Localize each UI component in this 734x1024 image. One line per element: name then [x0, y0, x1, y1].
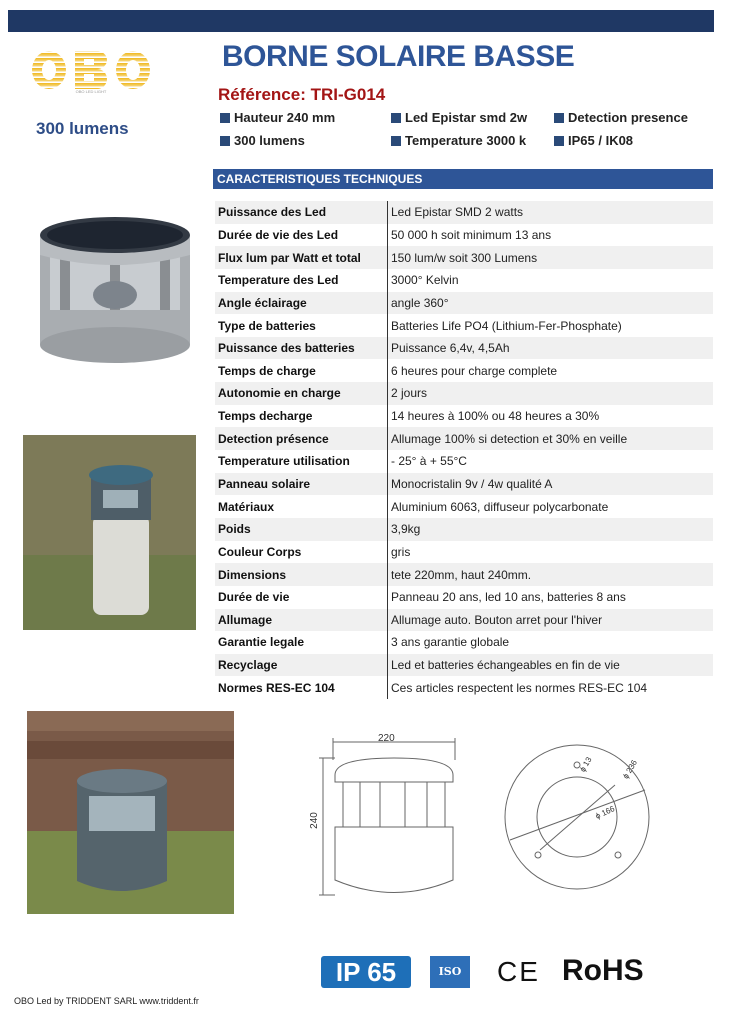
bullet-square-icon [554, 136, 564, 146]
spec-value: Batteries Life PO4 (Lithium-Fer-Phosphate) [388, 314, 714, 337]
product-reference: Référence: TRI-G014 [218, 85, 386, 104]
spec-label: Poids [218, 522, 251, 537]
spec-label: Puissance des batteries [218, 341, 355, 356]
spec-row [215, 292, 713, 315]
spec-value: Led Epistar SMD 2 watts [388, 201, 714, 224]
spec-value: 3,9kg [388, 518, 714, 541]
feature-text: Hauteur 240 mm [234, 110, 336, 125]
spec-row [215, 405, 713, 428]
spec-label: Matériaux [218, 499, 275, 514]
section-header: CARACTERISTIQUES TECHNIQUES [213, 169, 713, 189]
spec-label: Normes RES-EC 104 [218, 680, 335, 695]
spec-value: angle 360° [388, 292, 714, 315]
spec-row [215, 563, 713, 586]
spec-value: 6 heures pour charge complete [388, 359, 714, 382]
spec-value: gris [388, 541, 714, 564]
iso-logo: ISO [430, 956, 470, 988]
spec-value: Ces articles respectent les normes RES-EC 104 [388, 676, 714, 699]
spec-label: Durée de vie [218, 590, 290, 605]
diameter-236: ϕ 236 [621, 758, 639, 781]
spec-row [215, 609, 713, 632]
page-title: BORNE SOLAIRE BASSE [222, 40, 575, 73]
spec-label: Allumage [218, 612, 273, 627]
feature-text: IP65 / IK08 [568, 133, 634, 148]
spec-row [215, 427, 713, 450]
feature-item [220, 133, 305, 148]
spec-value: 14 heures à 100% ou 48 heures a 30% [388, 405, 714, 428]
spec-value: Aluminium 6063, diffuseur polycarbonate [388, 495, 714, 518]
side-view-drawing [305, 730, 480, 910]
spec-value: Allumage 100% si detection et 30% en veille [388, 427, 714, 450]
installation-photo [23, 435, 196, 630]
height-dimension: 240 [308, 812, 320, 829]
lumens-badge: 300 lumens [36, 119, 129, 138]
feature-text: Temperature 3000 k [405, 133, 527, 148]
spec-row [215, 314, 713, 337]
bullet-square-icon [391, 136, 401, 146]
spec-row [215, 224, 713, 247]
spec-label: Temps decharge [218, 409, 313, 424]
spec-value: 150 lum/w soit 300 Lumens [388, 246, 714, 269]
ce-logo: CE [497, 956, 540, 987]
spec-row [215, 631, 713, 654]
spec-table [215, 201, 713, 699]
spec-row [215, 654, 713, 677]
spec-row [215, 473, 713, 496]
spec-row [215, 337, 713, 360]
feature-item [554, 110, 688, 125]
spec-label: Couleur Corps [218, 544, 302, 559]
top-banner [8, 10, 714, 32]
garden-photo [27, 711, 234, 914]
spec-row [215, 676, 713, 699]
bullet-square-icon [554, 113, 564, 123]
spec-row [215, 495, 713, 518]
spec-label: Puissance des Led [218, 205, 327, 220]
spec-row [215, 518, 713, 541]
feature-text: 300 lumens [234, 133, 305, 148]
spec-value: 50 000 h soit minimum 13 ans [388, 224, 714, 247]
spec-row [215, 541, 713, 564]
spec-value: 3 ans garantie globale [388, 631, 714, 654]
diameter-166: ϕ 166 [594, 804, 617, 821]
spec-label: Recyclage [218, 658, 278, 673]
feature-text: Detection presence [568, 110, 688, 125]
spec-label: Dimensions [218, 567, 287, 582]
spec-value: Panneau 20 ans, led 10 ans, batteries 8 ans [388, 586, 714, 609]
product-photo [30, 205, 200, 370]
spec-label: Temperature des Led [218, 273, 339, 288]
logo-subtitle: OBO LED LIGHT [75, 89, 107, 94]
ip65-logo: IP 65 [321, 956, 411, 988]
spec-label: Angle éclairage [218, 295, 307, 310]
spec-label: Type de batteries [218, 318, 316, 333]
spec-row [215, 586, 713, 609]
footer-text: OBO Led by TRIDDENT SARL www.triddent.fr [14, 996, 199, 1006]
diameter-13: ϕ 13 [578, 755, 594, 774]
feature-item [391, 133, 526, 148]
spec-value: Led et batteries échangeables en fin de vie [388, 654, 714, 677]
bullet-square-icon [220, 113, 230, 123]
spec-row [215, 201, 713, 224]
spec-label: Autonomie en charge [218, 386, 341, 401]
spec-value: - 25° à + 55°C [388, 450, 714, 473]
spec-value: tete 220mm, haut 240mm. [388, 563, 714, 586]
spec-value: 2 jours [388, 382, 714, 405]
spec-value: Allumage auto. Bouton arret pour l'hiver [388, 609, 714, 632]
spec-row [215, 359, 713, 382]
spec-row [215, 450, 713, 473]
spec-label: Garantie legale [218, 635, 305, 650]
spec-label: Temperature utilisation [218, 454, 350, 469]
spec-row [215, 269, 713, 292]
spec-value: Puissance 6,4v, 4,5Ah [388, 337, 714, 360]
spec-row [215, 382, 713, 405]
width-dimension: 220 [378, 733, 395, 744]
spec-label: Panneau solaire [218, 477, 311, 491]
bullet-square-icon [391, 113, 401, 123]
bullet-square-icon [220, 136, 230, 146]
feature-item [554, 133, 633, 148]
feature-item [391, 110, 527, 125]
spec-value: Monocristalin 9v / 4w qualité A [388, 473, 714, 496]
spec-label: Flux lum par Watt et total [218, 250, 361, 265]
feature-text: Led Epistar smd 2w [405, 110, 528, 125]
spec-label: Temps de charge [218, 363, 316, 378]
spec-value: 3000° Kelvin [388, 269, 714, 292]
rohs-logo: RoHS [562, 954, 644, 987]
spec-label: Detection présence [218, 431, 329, 446]
spec-row [215, 246, 713, 269]
feature-item [220, 110, 335, 125]
spec-label: Durée de vie des Led [218, 227, 339, 242]
